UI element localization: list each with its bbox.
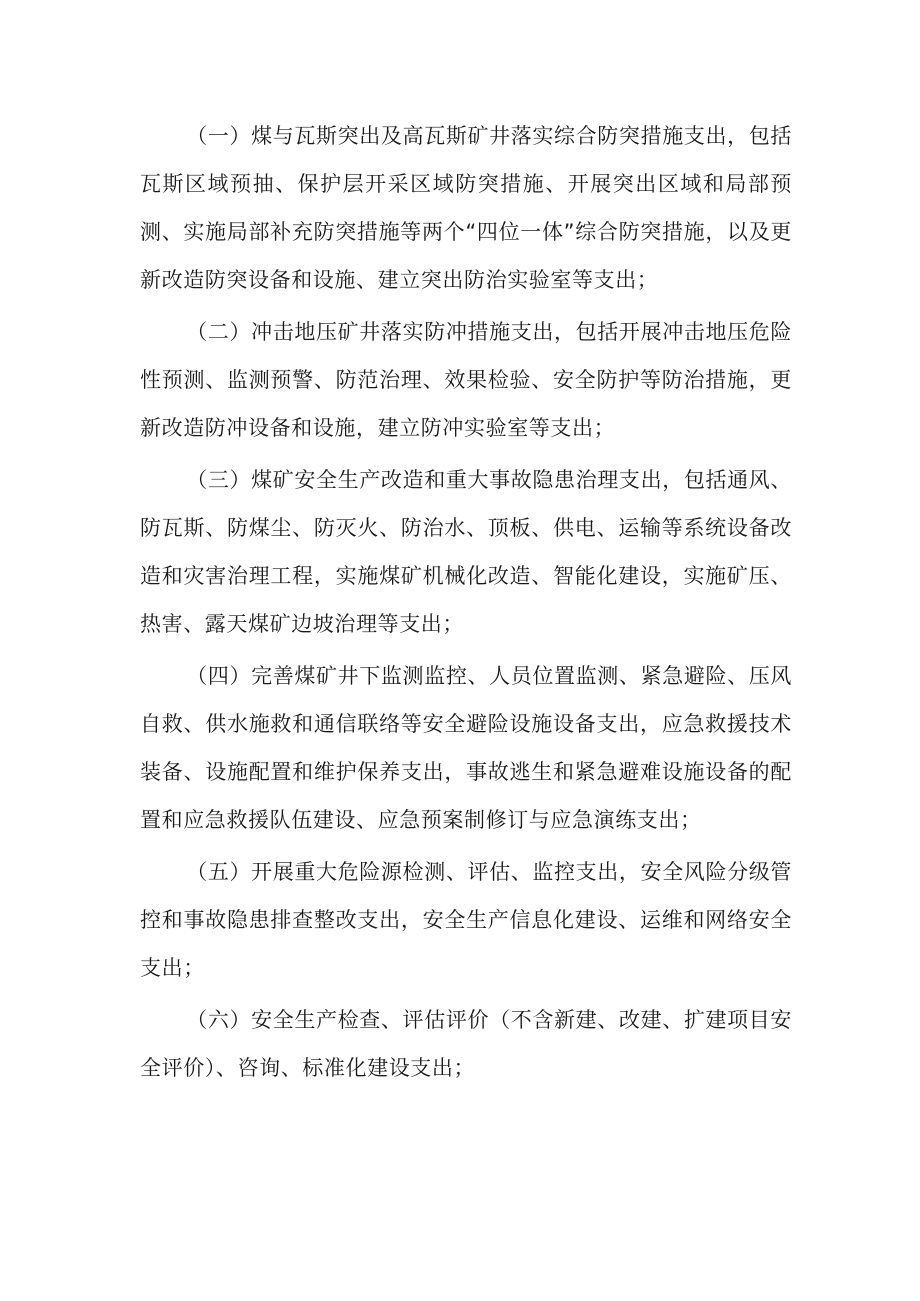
paragraph-5: （五）开展重大危险源检测、评估、监控支出，安全风险分级管控和事故隐患排查整改支出，安全生产信息化建设、运维和网络安全支出； <box>140 860 792 980</box>
paragraph-6: （六）安全生产检查、评估评价（不含新建、改建、扩建项目安全评价）、咨询、标准化建设支出； <box>140 1008 792 1080</box>
paragraph-2: （二）冲击地压矿井落实防冲措施支出，包括开展冲击地压危险性预测、监测预警、防范治理、效果检验、安全防护等防治措施，更新改造防冲设备和设施，建立防冲实验室等支出； <box>140 320 792 440</box>
paragraph-4: （四）完善煤矿井下监测监控、人员位置监测、紧急避险、压风自救、供水施救和通信联络等安全避险设施设备支出，应急救援技术装备、设施配置和维护保养支出，事故逃生和紧急避难设施设备的配置和应急救援队伍建设、应急预案制修订与应急演练支出； <box>140 664 792 832</box>
document-body <box>140 112 792 1092</box>
paragraph-1: （一）煤与瓦斯突出及高瓦斯矿井落实综合防突措施支出，包括瓦斯区域预抽、保护层开采区域防突措施、开展突出区域和局部预测、实施局部补充防突措施等两个“四位一体”综合防突措施，以及更新改造防突设备和设施、建立突出防治实验室等支出； <box>140 124 792 292</box>
paragraph-3: （三）煤矿安全生产改造和重大事故隐患治理支出，包括通风、防瓦斯、防煤尘、防灭火、防治水、顶板、供电、运输等系统设备改造和灾害治理工程，实施煤矿机械化改造、智能化建设，实施矿压、热害、露天煤矿边坡治理等支出； <box>140 468 792 636</box>
